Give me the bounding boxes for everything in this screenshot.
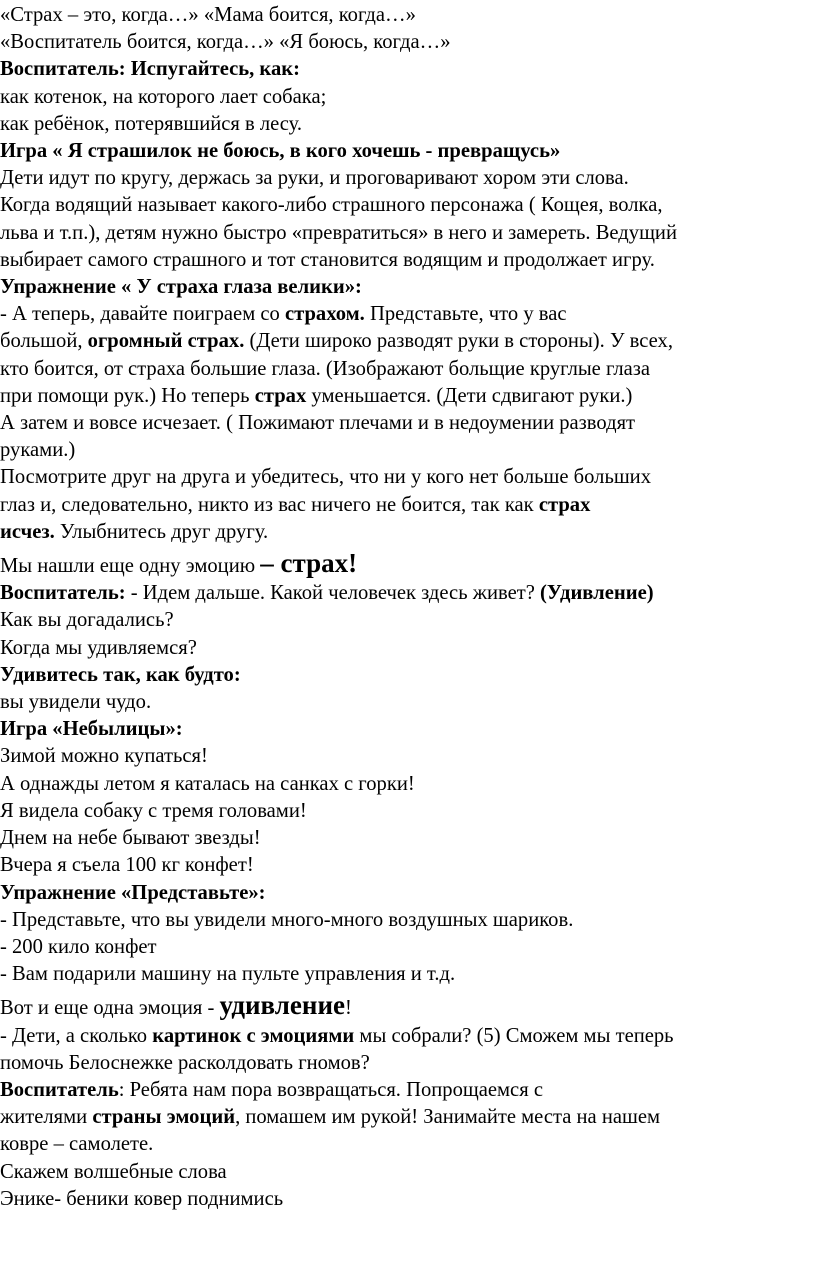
text-line: [0, 1077, 816, 1104]
text-line: Когда мы удивляемся?: [0, 636, 197, 659]
section-heading: Воспитатель: Испугайтесь, как:: [0, 58, 300, 81]
section-heading: Упражнение «Представьте»:: [0, 881, 266, 904]
text-line: Посмотрите друг на друга и убедитесь, что ни у кого нет больше больших: [0, 466, 652, 489]
text-span: Представьте, что у вас: [364, 303, 567, 326]
text-line: помочь Белоснежке расколдовать гномов?: [0, 1051, 370, 1074]
emotion-name: – страх!: [260, 548, 358, 579]
text-line: вы увидели чудо.: [0, 691, 152, 714]
text-line: А затем и вовсе исчезает. ( Пожимают плечами и в недоумении разводят: [0, 412, 636, 435]
text-span: : Ребята нам пора возвращаться. Попрощаемся с: [118, 1078, 543, 1101]
text-line: Я видела собаку с тремя головами!: [0, 799, 307, 822]
text-line: Энике- беники ковер поднимись: [0, 1187, 284, 1210]
bold-span: страхом.: [284, 303, 365, 326]
bold-span: Воспитатель: [0, 1078, 119, 1101]
text-span: мы собрали? (5) Сможем мы теперь: [354, 1024, 674, 1047]
text-span: большой,: [0, 330, 88, 353]
section-heading: Игра « Я страшилок не боюсь, в кого хочешь - превращусь»: [0, 140, 561, 163]
bold-span: исчез.: [0, 520, 55, 543]
text-line: Как вы догадались?: [0, 609, 174, 632]
text-line: [0, 328, 816, 355]
text-line: «Воспитатель боится, когда…» «Я боюсь, когда…»: [0, 31, 451, 54]
section-heading: Упражнение « У страха глаза велики»:: [0, 276, 362, 299]
text-line: Днем на небе бывают звезды!: [0, 827, 261, 850]
text-line: - Представьте, что вы увидели много-много воздушных шариков.: [0, 908, 574, 931]
text-span: жителями: [0, 1106, 93, 1129]
text-span: при помощи рук.) Но теперь: [0, 384, 255, 407]
text-line: кто боится, от страха большие глаза. (Изображают больщие круглые глаза: [0, 357, 651, 380]
text-line: руками.): [0, 439, 76, 462]
text-span: глаз и, следовательно, никто из вас ничего не боится, так как: [0, 493, 539, 516]
text-line: А однажды летом я каталась на санках с горки!: [0, 772, 415, 795]
text-line: Скажем волшебные слова: [0, 1160, 227, 1183]
text-line: Вчера я съела 100 кг конфет!: [0, 854, 254, 877]
bold-span: картинок с эмоциями: [152, 1024, 355, 1047]
text-line: Дети идут по кругу, держась за руки, и проговаривают хором эти слова.: [0, 167, 629, 190]
text-line: Когда водящий называет какого-либо страшного персонажа ( Кощея, волка,: [0, 194, 663, 217]
text-line: [0, 383, 816, 410]
text-span: !: [344, 997, 352, 1020]
emotion-line: [0, 550, 816, 580]
text-line: льва и т.п.), детям нужно быстро «превратиться» в него и замереть. Ведущий: [0, 221, 677, 244]
bold-span: страны эмоций: [92, 1106, 236, 1129]
text-span: - А теперь, давайте поиграем со: [0, 303, 285, 326]
text-line: [0, 1104, 816, 1131]
text-line: «Страх – это, когда…» «Мама боится, когда…»: [0, 4, 416, 26]
emotion-line: [0, 992, 816, 1022]
text-line: [0, 1023, 816, 1050]
text-line: как котенок, на которого лает собака;: [0, 85, 327, 108]
text-line: Зимой можно купаться!: [0, 745, 208, 768]
bold-span: страх: [254, 384, 307, 407]
text-span: (Дети широко разводят руки в стороны). У всех,: [244, 330, 673, 353]
text-span: Вот и еще одна эмоция -: [0, 997, 220, 1020]
text-line: [0, 519, 816, 546]
bold-span: (Удивление): [540, 582, 654, 605]
text-line: [0, 301, 816, 328]
text-span: уменьшается. (Дети сдвигают руки.): [306, 384, 633, 407]
section-heading: Удивитесь так, как будто:: [0, 663, 241, 686]
text-span: , помашем им рукой! Занимайте места на нашем: [235, 1106, 661, 1129]
section-heading: Игра «Небылицы»:: [0, 718, 183, 741]
text-line: [0, 492, 816, 519]
text-line: ковре – самолете.: [0, 1133, 154, 1156]
text-span: - Дети, а сколько: [0, 1024, 153, 1047]
bold-span: Воспитатель:: [0, 582, 126, 605]
bold-span: страх: [538, 493, 591, 516]
text-line: - 200 кило конфет: [0, 935, 157, 958]
bold-span: огромный страх.: [87, 330, 245, 353]
text-line: [0, 580, 816, 607]
text-span: - Идем дальше. Какой человечек здесь живет?: [125, 582, 541, 605]
text-span: Мы нашли еще одну эмоцию: [0, 555, 261, 578]
text-line: - Вам подарили машину на пульте управления и т.д.: [0, 963, 456, 986]
text-line: выбирает самого страшного и тот становится водящим и продолжает игру.: [0, 248, 655, 271]
text-line: как ребёнок, потерявшийся в лесу.: [0, 112, 303, 135]
text-span: Улыбнитесь друг другу.: [54, 520, 269, 543]
emotion-name: удивление: [219, 990, 345, 1021]
